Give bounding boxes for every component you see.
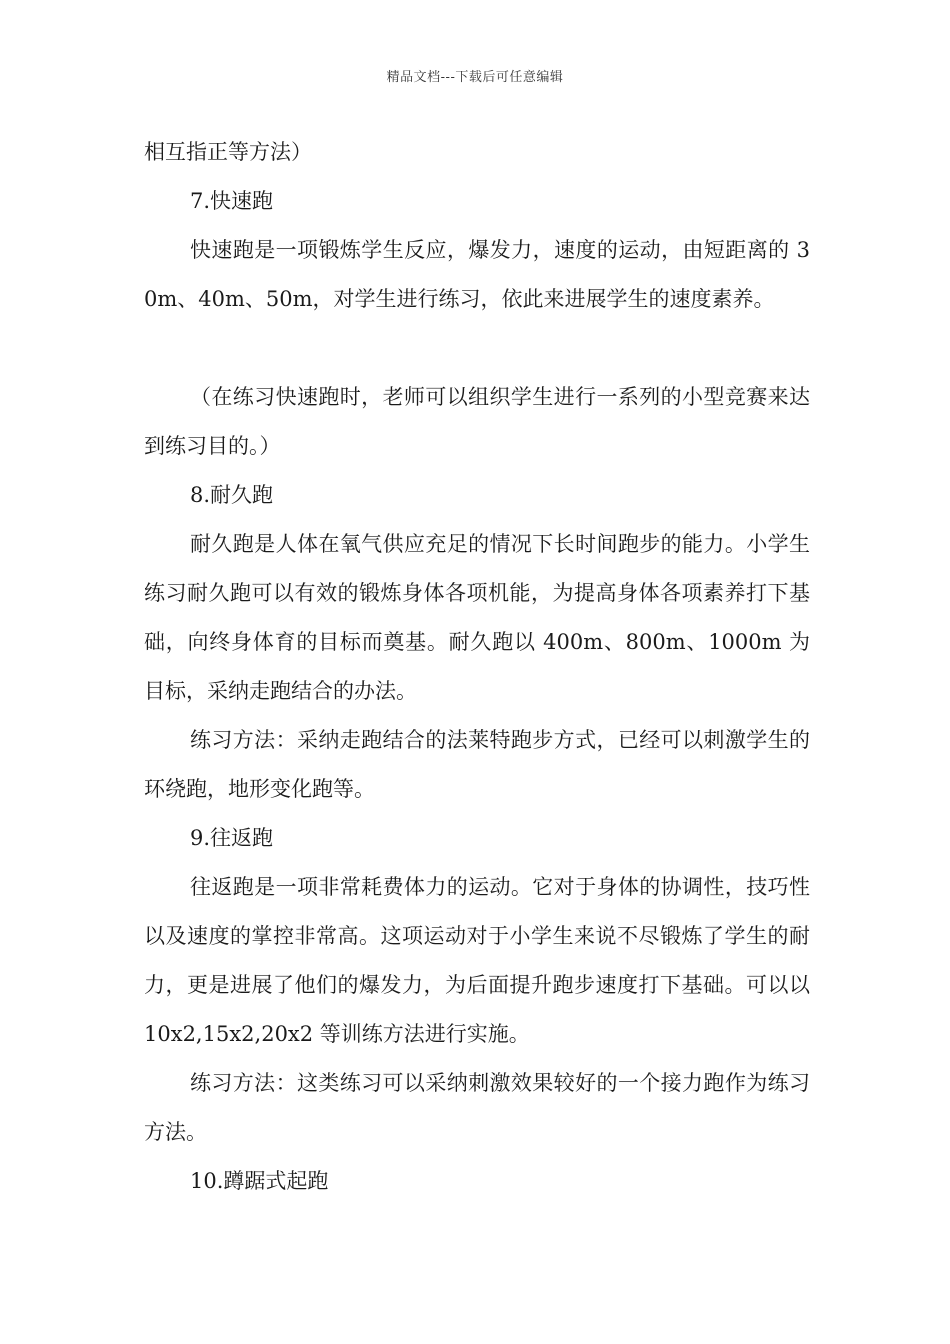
paragraph-endurance: 耐久跑是人体在氧气供应充足的情况下长时间跑步的能力。小学生练习耐久跑可以有效的锻炼身体各项机能，为提高身体各项素养打下基础，向终身体育的目标而奠基。耐久跑以 400m、800m、1000m 为目标，采纳走跑结合的办法。 bbox=[144, 532, 810, 703]
section-heading-9: 9.往返跑 bbox=[190, 826, 274, 850]
section-heading-8: 8.耐久跑 bbox=[190, 483, 274, 507]
document-body bbox=[144, 128, 810, 1206]
paragraph-continuation: 相互指正等方法） bbox=[144, 140, 312, 164]
section-heading-10: 10.蹲踞式起跑 bbox=[190, 1169, 329, 1193]
paragraph-shuttle-method: 练习方法：这类练习可以采纳刺激效果较好的一个接力跑作为练习方法。 bbox=[144, 1071, 810, 1144]
paragraph-sprint: 快速跑是一项锻炼学生反应，爆发力，速度的运动，由短距离的 30m、40m、50m，对学生进行练习，依此来进展学生的速度素养。 bbox=[144, 238, 810, 311]
paragraph-shuttle: 往返跑是一项非常耗费体力的运动。它对于身体的协调性，技巧性以及速度的掌控非常高。这项运动对于小学生来说不尽锻炼了学生的耐力，更是进展了他们的爆发力，为后面提升跑步速度打下基础。可以以 10x2,15x2,20x2 等训练方法进行实施。 bbox=[144, 875, 810, 1046]
page-header: 精品文档---下载后可任意编辑 bbox=[386, 70, 564, 85]
paragraph-sprint-note: （在练习快速跑时，老师可以组织学生进行一系列的小型竞赛来达到练习目的。） bbox=[144, 385, 810, 458]
section-heading-7: 7.快速跑 bbox=[190, 189, 274, 213]
paragraph-endurance-method: 练习方法：采纳走跑结合的法莱特跑步方式，已经可以刺激学生的环绕跑，地形变化跑等。 bbox=[144, 728, 810, 801]
